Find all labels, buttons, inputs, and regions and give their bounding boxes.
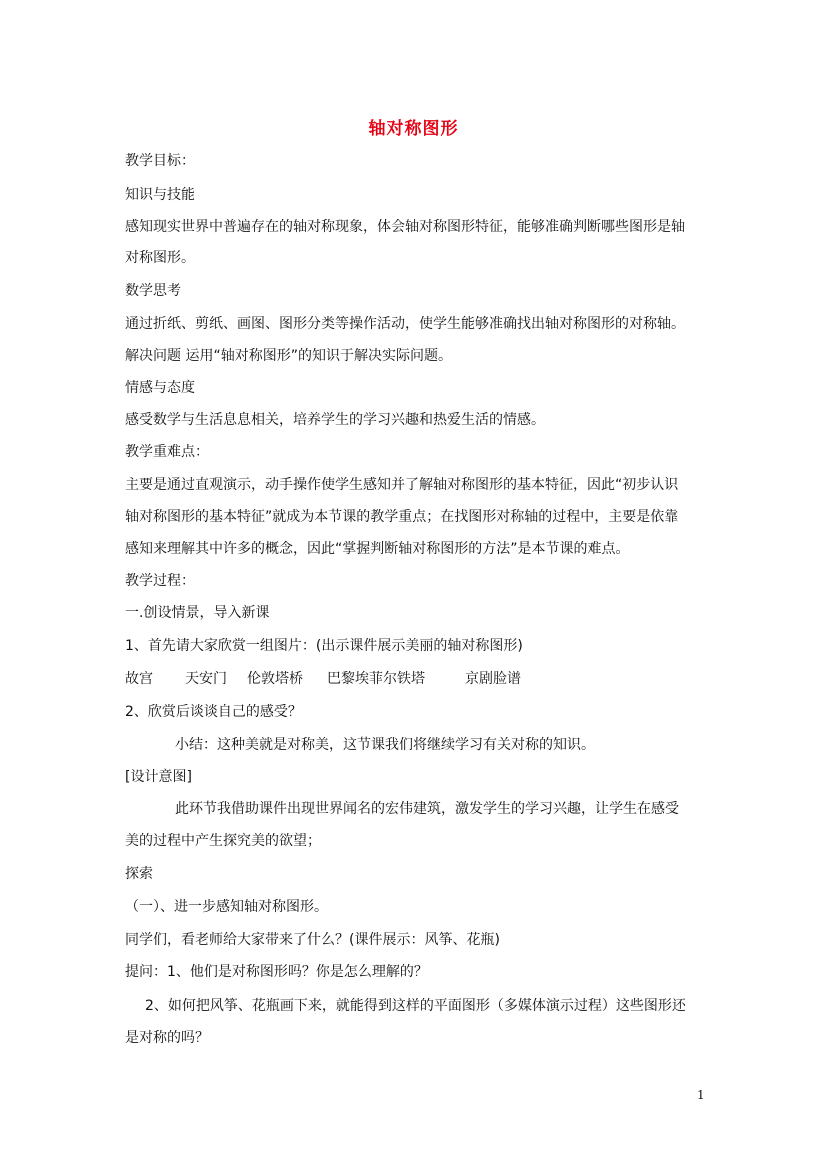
text-line: 对称图形。: [125, 250, 195, 266]
text-line: 教学重难点：: [125, 444, 209, 460]
text-line: 是对称的吗？: [125, 1030, 209, 1046]
text-line: 感受数学与生活息息相关，培养学生的学习兴趣和热爱生活的情感。: [125, 412, 545, 428]
landmark-item: 京剧脸谱: [465, 671, 521, 687]
text-line: （一）、进一步感知轴对称图形。: [125, 899, 328, 915]
page-number: 1: [697, 1088, 705, 1102]
landmark-item: 巴黎埃菲尔铁塔: [327, 671, 425, 687]
text-line: 探索: [125, 866, 153, 882]
text-line: 知识与技能: [125, 187, 195, 203]
text-line: 此环节我借助课件出现世界闻名的宏伟建筑，激发学生的学习兴趣，让学生在感受: [175, 801, 679, 817]
text-line: 教学过程：: [125, 573, 195, 589]
text-line: 美的过程中产生探究美的欲望；: [125, 833, 321, 849]
landmark-item: 伦敦塔桥: [247, 671, 303, 687]
text-line: 2、如何把风筝、花瓶画下来，就能得到这样的平面图形（多媒体演示过程）这些图形还: [145, 998, 686, 1014]
landmark-list: [125, 670, 553, 688]
text-line: 2、欣赏后谈谈自己的感受？: [125, 704, 302, 720]
text-line: 情感与态度: [125, 380, 195, 396]
text-line: 提问：1、他们是对称图形吗？你是怎么理解的？: [125, 964, 428, 980]
text-line: 轴对称图形的基本特征”就成为本节课的教学重点；在找图形对称轴的过程中，主要是依靠: [125, 509, 679, 525]
text-line: 教学目标：: [125, 153, 195, 169]
text-line: 一.创设情景，导入新课: [125, 605, 270, 621]
text-line: 主要是通过直观演示，动手操作使学生感知并了解轴对称图形的基本特征，因此“初步认识: [125, 477, 679, 493]
text-line: 数学思考: [125, 283, 181, 299]
landmark-item: 天安门: [185, 671, 227, 687]
landmark-item: 故宫: [125, 671, 153, 687]
text-line: 解决问题 运用“轴对称图形”的知识于解决实际问题。: [125, 348, 452, 364]
text-line: 同学们，看老师给大家带来了什么？(课件展示：风筝、花瓶): [125, 932, 500, 948]
text-line: 1、首先请大家欣赏一组图片：(出示课件展示美丽的轴对称图形): [125, 638, 523, 654]
document-title: 轴对称图形: [368, 119, 459, 139]
text-line: 小结：这种美就是对称美，这节课我们将继续学习有关对称的知识。: [175, 737, 595, 753]
text-line: [设计意图]: [125, 769, 192, 785]
text-line: 通过折纸、剪纸、画图、图形分类等操作活动，使学生能够准确找出轴对称图形的对称轴。: [125, 316, 685, 332]
text-line: 感知来理解其中许多的概念，因此“掌握判断轴对称图形的方法”是本节课的难点。: [125, 541, 630, 557]
text-line: 感知现实世界中普遍存在的轴对称现象，体会轴对称图形特征，能够准确判断哪些图形是轴: [125, 219, 685, 235]
